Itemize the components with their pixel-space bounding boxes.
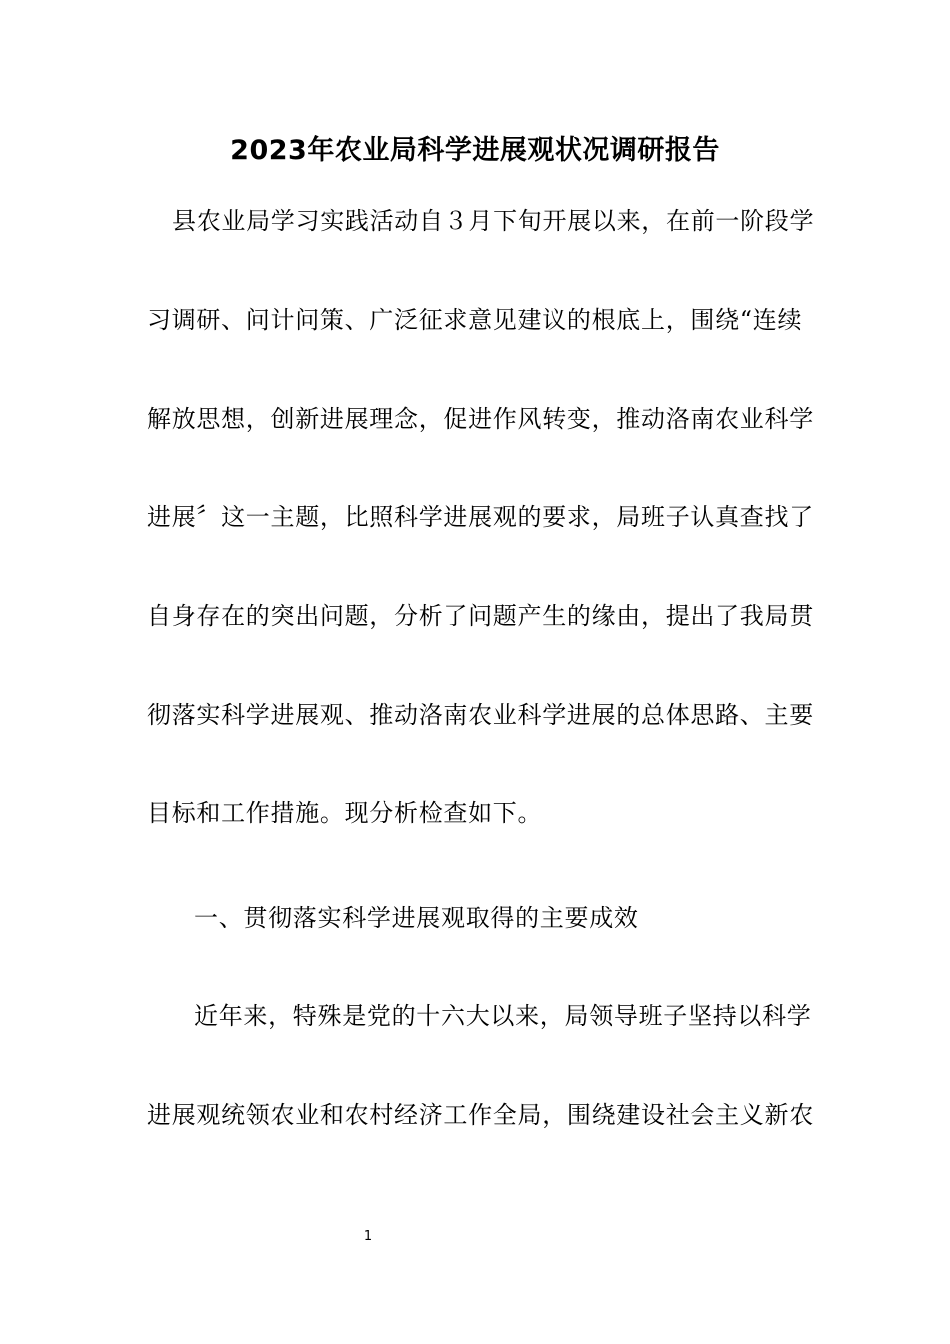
- paragraph-line: 自身存在的突出问题，分析了问题产生的缘由，提出了我局贯: [147, 602, 814, 630]
- paragraph-line: 进展观统领农业和农村经济工作全局，围绕建设社会主义新农: [147, 1101, 814, 1129]
- document-title: 2023年农业局科学进展观状况调研报告: [230, 135, 720, 166]
- paragraph-line: 彻落实科学进展观、推动洛南农业科学进展的总体思路、主要: [147, 701, 814, 729]
- paragraph-line: 县农业局学习实践活动自３月下旬开展以来，在前一阶段学: [172, 207, 815, 235]
- paragraph-line: 解放思想，创新进展理念，促进作风转变，推动洛南农业科学: [147, 405, 814, 433]
- page-number: 1: [363, 1229, 373, 1244]
- section-heading: 一、贯彻落实科学进展观取得的主要成效: [194, 904, 639, 932]
- paragraph-line: 习调研、问计问策、广泛征求意见建议的根底上，围绕“连续: [147, 306, 803, 334]
- paragraph-line: 近年来，特殊是党的十六大以来，局领导班子坚持以科学: [194, 1002, 812, 1030]
- paragraph-line: 进展〞这一主题，比照科学进展观的要求，局班子认真查找了: [147, 503, 814, 531]
- paragraph-line: 目标和工作措施。现分析检查如下。: [147, 799, 543, 827]
